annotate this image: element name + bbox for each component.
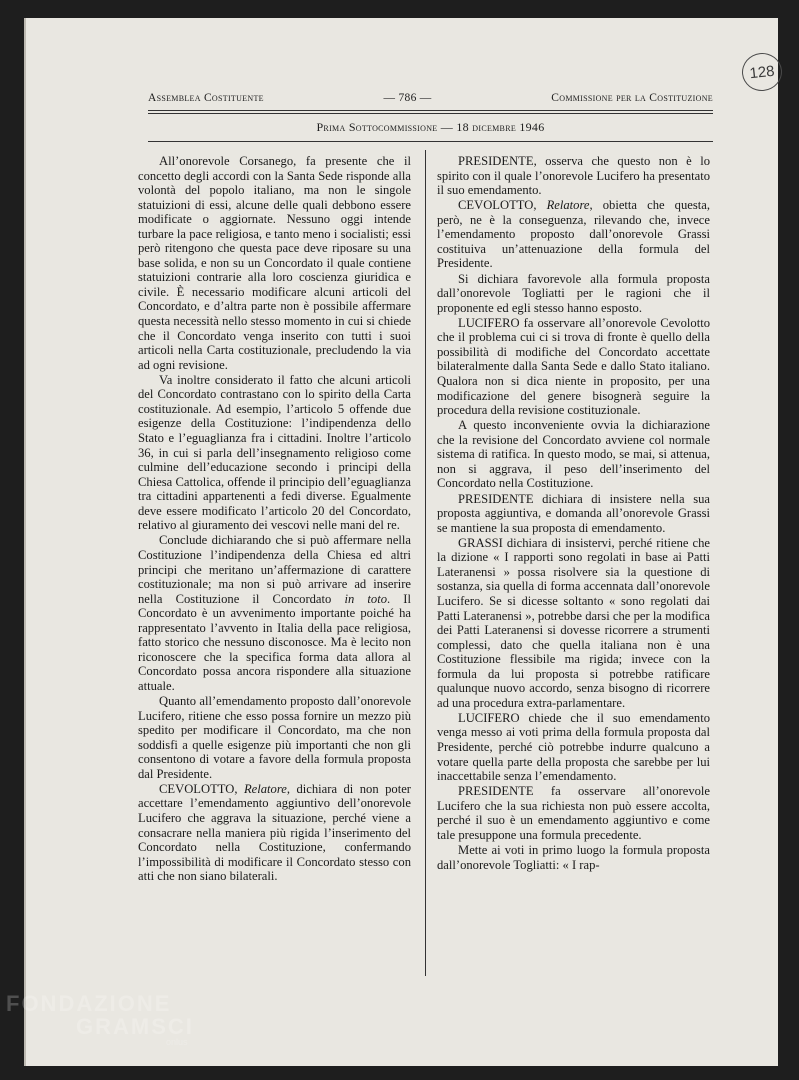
header-left: Assemblea Costituente — [148, 92, 264, 104]
page-number-stamp: 128 — [740, 51, 784, 93]
paragraph: Quanto all’emendamento proposto dall’onorevole Lucifero, ritiene che esso possa fornire un mezzo più spedito per modificare il Concordato, ma che non soddisfi a quelle esigenze più importanti che non gli consentono di votare a favore della formula proposta dal Presidente. — [138, 694, 411, 781]
paragraph: LUCIFERO chiede che il suo emendamento venga messo ai voti prima della formula proposta dal Presidente, perché ciò potrebbe indurre qualcuno a votare quella parte della proposta che sarebbe per lui inaccettabile senza l’emendamento. — [437, 710, 710, 784]
paragraph: A questo inconveniente ovvia la dichiarazione che la revisione del Concordato avviene col normale sistema di ratifica. In questo modo, se mai, si attenua, non si aggrava, il peso dell’inserimento del Concordato nella Costituzione. — [437, 418, 710, 491]
paragraph: Va inoltre considerato il fatto che alcuni articoli del Concordato contrastano con lo spirito della Carta costituzionale. Ad esempio, l’articolo 5 offende due esigenze della Costituzione: l’indipendenza dello Stato e l’eguaglianza fra i cittadini. Inoltre l’articolo 36, in cui si parla dell’insegnamento religioso come culmine dell’educazione secondo i principi della Chiesa Cattolica, offende il principio dell’eguaglianza tra cittadini appartenenti a fedi diverse. Egualmente deve essere modificato l’articolo 20 del Concordato, relativo al giuramento dei vescovi nelle mani del re. — [138, 372, 411, 533]
session-subheader: Prima Sottocommissione — 18 dicembre 1946 — [316, 120, 545, 134]
paragraph: CEVOLOTTO, Relatore, dichiara di non poter accettare l’emendamento aggiuntivo dell’onorevole Lucifero che aggrava la situazione, perché viene a consacrare nella maniera più rigida l’inserimento del Concordato nella Costituzione, confermando l’impossibilità di modificare il Concordato stesso con atti che non siano bilaterali. — [138, 781, 411, 884]
paragraph: LUCIFERO fa osservare all’onorevole Cevolotto che il problema cui ci si trova di fronte è quello della possibilità di modifiche del Concordato accettate bilateralmente dalla Santa Sede e dallo Stato italiano. Qualora non si dica niente in proposito, per una modificazione del genere bisognerà seguire la procedura della revisione costituzionale. — [437, 315, 710, 418]
column-divider — [425, 150, 426, 976]
watermark-line-2: GRAMSCI — [76, 1014, 194, 1039]
paragraph: Conclude dichiarando che si può affermare nella Costituzione l’indipendenza della Chiesa ed altri principi che meritano un’affermazione di carattere costituzionale; ma non si può arrivare ad inserire nella Costituzione il Concordato in toto. Il Concordato è un avvenimento importante poiché ha rappresentato l’avvento in Italia della pace religiosa, fatto storico che nessuno disconosce. Ma è lecito non riconoscere che la specifica forma data allora al Concordato possa ancora rispondere alla situazione attuale. — [138, 533, 411, 693]
paragraph: Mette ai voti in primo luogo la formula proposta dall’onorevole Togliatti: « I rap- — [437, 843, 710, 872]
paragraph: PRESIDENTE, osserva che questo non è lo spirito con il quale l’onorevole Lucifero ha presentato il suo emendamento. — [437, 154, 710, 198]
header-rule-double — [148, 113, 713, 114]
watermark-line-3: onlus — [166, 1037, 188, 1047]
header-right: Commissione per la Costituzione — [551, 92, 713, 104]
subheader-rule — [148, 141, 713, 142]
paragraph: PRESIDENTE fa osservare all’onorevole Lucifero che la sua richiesta non può essere accolta, perché il suo è un emendamento aggiuntivo e come tale presuppone una formula precedente. — [437, 784, 710, 842]
watermark-line-1: FONDAZIONE — [6, 991, 172, 1016]
left-column — [138, 154, 411, 884]
paragraph: CEVOLOTTO, Relatore, obietta che questa, però, ne è la conseguenza, rilevando che, invece l’emendamento proposto dall’onorevole Grassi costituiva un’attenuazione della formula del Presidente. — [437, 198, 710, 271]
paragraph: GRASSI dichiara di insistervi, perché ritiene che la dizione « I rapporti sono regolati in base ai Patti Lateranensi » possa risolvere sia la questione di sostanza, sia quella di forma accennata dall’onorevole Lucifero. Se si dicesse soltanto « sono regolati dai Patti Lateranensi », potrebbe darsi che per la modifica dei Patti Lateranensi si dovesse ricorrere a strumenti complessi, dato che quella italiana non è una Costituzione flessibile ma rigida; invece con la formula da lui proposta si potrebbe ratificare qualunque nuovo accordo, senza bisogno di ricorrere ad una procedura extra-parlamentare. — [437, 535, 710, 710]
header-rule — [148, 110, 713, 111]
fondazione-gramsci-watermark — [6, 992, 194, 1047]
paragraph: All’onorevole Corsanego, fa presente che il concetto degli accordi con la Santa Sede risponde alla volontà del popolo italiano, ma non le singole statuizioni di essi, alcune delle quali debbono essere modificate o aggiornate. Nessuno oggi intende turbare la pace religiosa, e tanto meno i socialisti; essi però ritengono che questa pace deve riposare su una base solida, e non su un Concordato il quale contiene statuizioni contrarie alla loro coscienza giuridica e civile. È necessario modificare alcuni articoli del Concordato, e d’altra parte non è possibile affermare questa necessità nello stesso momento in cui si chiede che il Concordato venga inserito con tutti i suoi articoli nella Carta costituzionale, precludendo la via ad ogni revisione. — [138, 154, 411, 372]
right-column — [437, 154, 710, 873]
running-header — [148, 92, 713, 104]
paragraph: PRESIDENTE dichiara di insistere nella sua proposta aggiuntiva, e domanda all’onorevole Grassi se mantiene la sua proposta di emendamento. — [437, 491, 710, 535]
paragraph: Si dichiara favorevole alla formula proposta dall’onorevole Togliatti per le ragioni che il proponente ed egli stesso hanno esposto. — [437, 271, 710, 315]
header-page-number: — 786 — — [383, 92, 432, 104]
